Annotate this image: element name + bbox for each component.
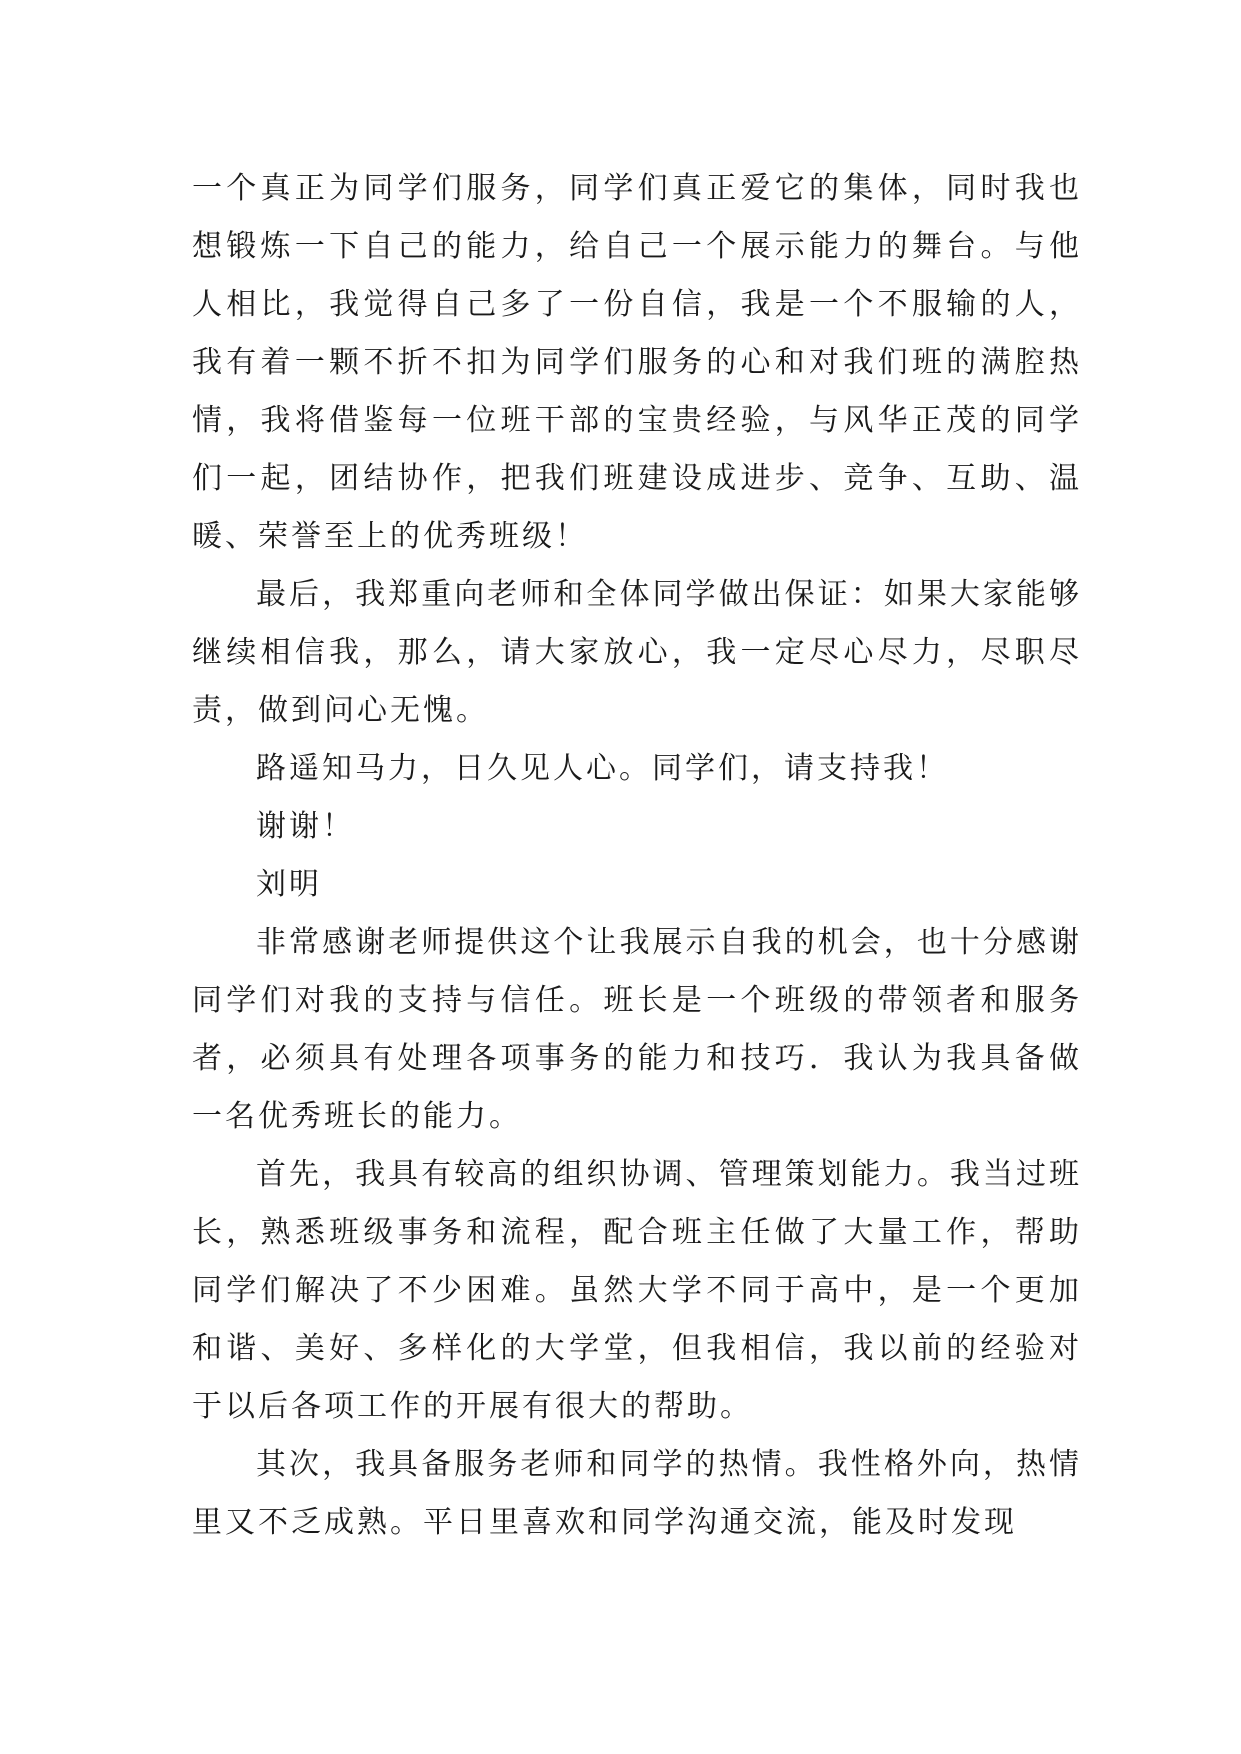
- paragraph-second-point: 其次，我具备服务老师和同学的热情。我性格外向，热情里又不乏成熟。平日里喜欢和同学沟通交流，能及时发现: [192, 1447, 1082, 1540]
- paragraph-signature: 刘明: [256, 867, 322, 902]
- paragraph-continued: 一个真正为同学们服务，同学们真正爱它的集体，同时我也想锻炼一下自己的能力，给自己一个展示能力的舞台。与他人相比，我觉得自己多了一份自信，我是一个不服输的人，我有着一颗不折不扣为同学们服务的心和对我们班的满腔热情，我将借鉴每一位班干部的宝贵经验，与风华正茂的同学们一起，团结协作，把我们班建设成进步、竞争、互助、温暖、荣誉至上的优秀班级！: [192, 171, 1082, 554]
- paragraph-thanks: 谢谢！: [256, 809, 355, 844]
- paragraph-intro: 非常感谢老师提供这个让我展示自我的机会，也十分感谢同学们对我的支持与信任。班长是一个班级的带领者和服务者，必须具有处理各项事务的能力和技巧．我认为我具备做一名优秀班长的能力。: [192, 925, 1082, 1134]
- paragraph-pledge: 最后，我郑重向老师和全体同学做出保证：如果大家能够继续相信我，那么，请大家放心，我一定尽心尽力，尽职尽责，做到问心无愧。: [192, 577, 1082, 728]
- paragraph-appeal: 路遥知马力，日久见人心。同学们，请支持我！: [256, 751, 949, 786]
- document-body: [192, 160, 1082, 1552]
- paragraph-first-point: 首先，我具有较高的组织协调、管理策划能力。我当过班长，熟悉班级事务和流程，配合班主任做了大量工作，帮助同学们解决了不少困难。虽然大学不同于高中，是一个更加和谐、美好、多样化的大学堂，但我相信，我以前的经验对于以后各项工作的开展有很大的帮助。: [192, 1157, 1082, 1424]
